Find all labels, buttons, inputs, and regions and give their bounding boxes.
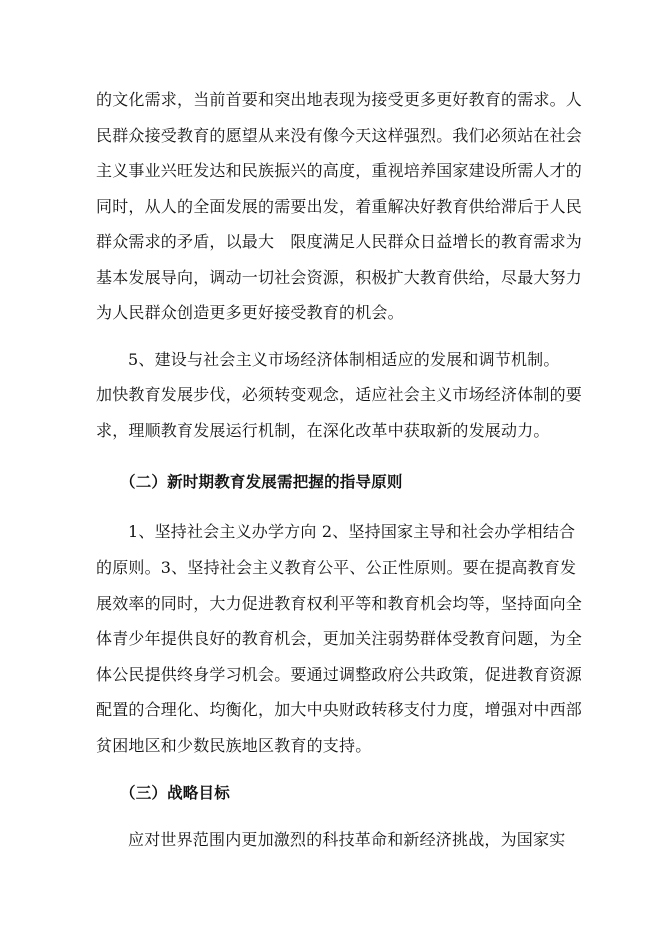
paragraph-line: 体公民提供终身学习机会。要通过调整政府公共政策，促进教育资源 — [96, 665, 583, 684]
paragraph-line: 群众需求的矛盾，以最大 限度满足人民群众日益增长的教育需求为 — [96, 232, 583, 251]
paragraph-line: 加快教育发展步伐，必须转变观念，适应社会主义市场经济体制的要 — [96, 385, 583, 404]
paragraph-line: 贫困地区和少数民族地区教育的支持。 — [96, 736, 372, 755]
section-heading-guiding-principles: （二）新时期教育发展需把握的指导原则 — [120, 473, 403, 491]
paragraph-line: 主义事业兴旺发达和民族振兴的高度，重视培养国家建设所需人才的 — [96, 161, 583, 180]
paragraph-line: 应对世界范围内更加激烈的科技革命和新经济挑战，为国家实 — [128, 830, 566, 849]
paragraph-line: 体青少年提供良好的教育机会，更加关注弱势群体受教育问题，为全 — [96, 629, 583, 648]
paragraph-line: 同时，从人的全面发展的需要出发，着重解决好教育供给滞后于人民 — [96, 197, 583, 216]
paragraph-line: 民群众接受教育的愿望从来没有像今天这样强烈。我们必须站在社会 — [96, 126, 583, 145]
paragraph-line: 配置的合理化、均衡化，加大中央财政转移支付力度，增强对中西部 — [96, 700, 583, 719]
paragraph-line: 1、坚持社会主义办学方向 2、坚持国家主导和社会办学相结合 — [128, 522, 576, 541]
paragraph-line: 的原则。3、坚持社会主义教育公平、公正性原则。要在提高教育发 — [96, 558, 577, 577]
paragraph-line: 展效率的同时，大力促进教育权利平等和教育机会均等，坚持面向全 — [96, 594, 583, 613]
paragraph-line: 求，理顺教育发展运行机制，在深化改革中获取新的发展动力。 — [96, 421, 550, 440]
paragraph-line: 为人民群众创造更多更好接受教育的机会。 — [96, 303, 404, 322]
paragraph-line: 的文化需求，当前首要和突出地表现为接受更多更好教育的需求。人 — [96, 90, 583, 109]
section-item-5: 5、建设与社会主义市场经济体制相适应的发展和调节机制。 — [128, 350, 560, 369]
paragraph-line: 基本发展导向，调动一切社会资源，积极扩大教育供给，尽最大努力 — [96, 268, 583, 287]
section-heading-strategic-goals: （三）战略目标 — [120, 784, 230, 802]
